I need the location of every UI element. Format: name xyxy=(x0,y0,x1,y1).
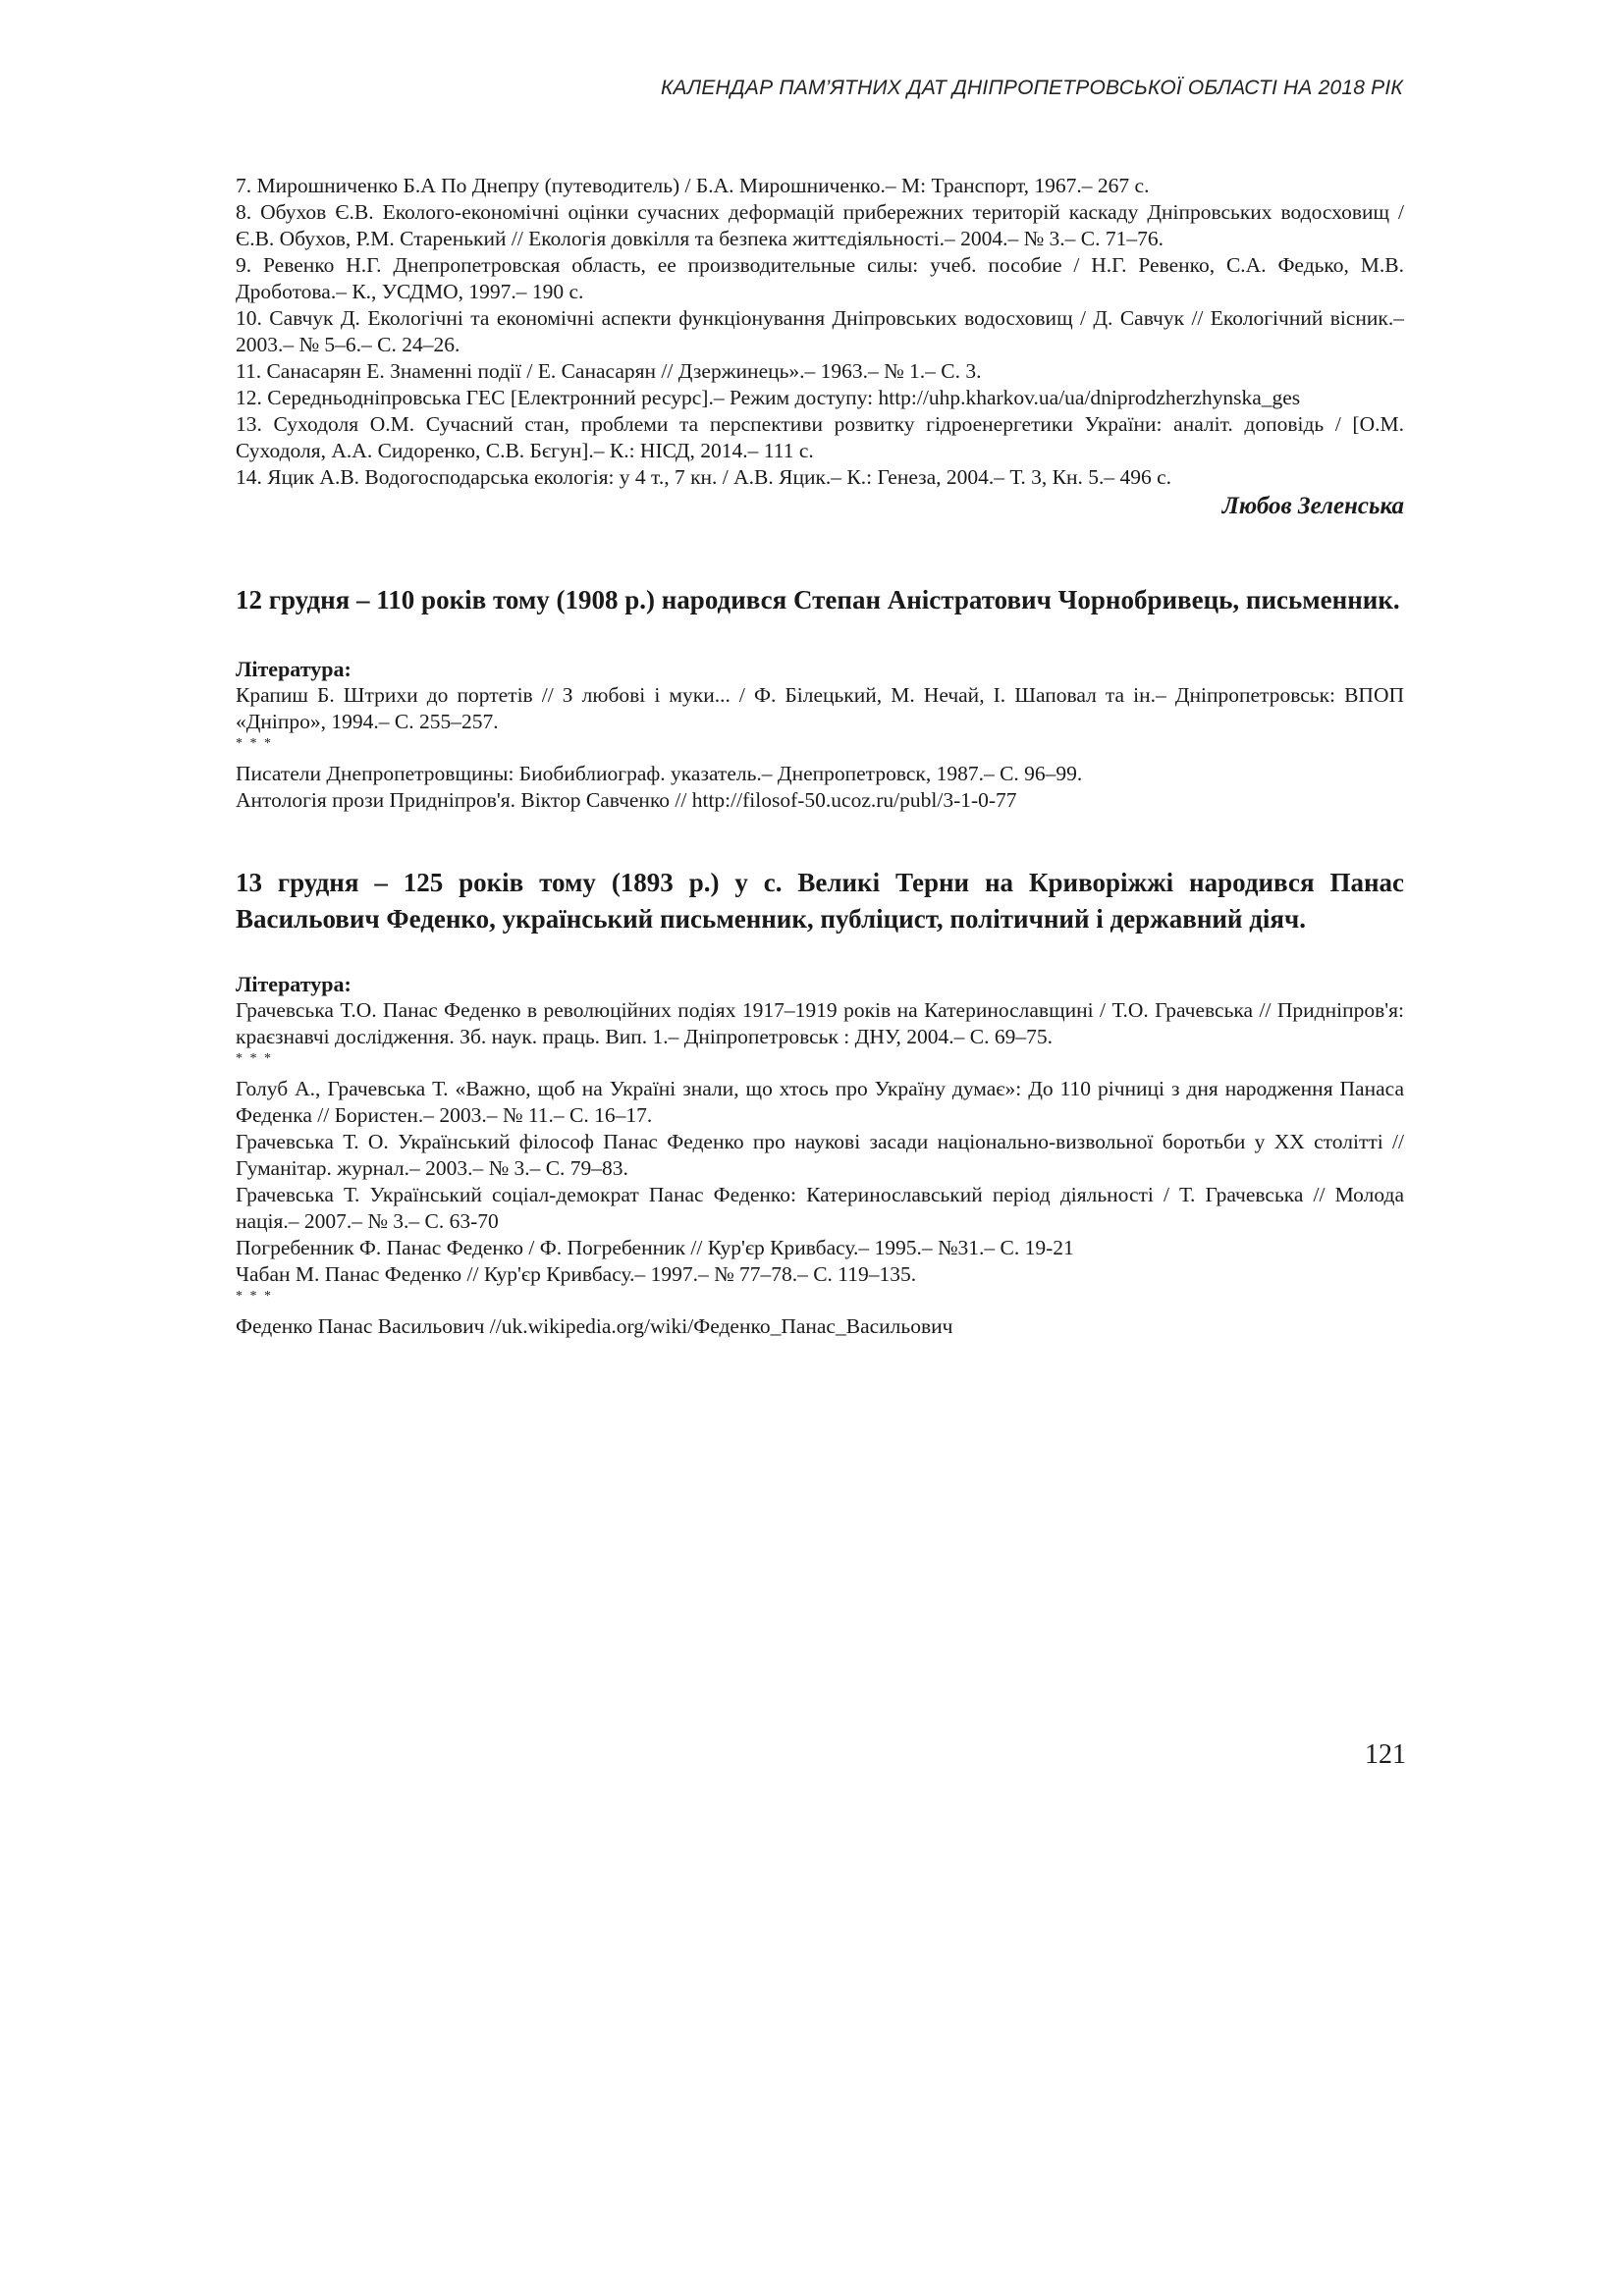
reference-item: 12. Середньодніпровська ГЕС [Електронний ресурс].– Режим доступу: http://uhp.kharkov.ua/ua/dniprodzherzhynska_ges xyxy=(236,386,1301,409)
page-content xyxy=(236,173,1404,1340)
reference-item: 7. Мирошниченко Б.А По Днепру (путеводитель) / Б.А. Мирошниченко.– М: Транспорт, 1967.– 267 с. xyxy=(236,174,1150,197)
reference-item: Грачевська Т. О. Український філософ Панас Феденко про наукові засади національно-визвольної боротьби у ХХ столітті // Гуманітар. журнал.– 2003.– № 3.– С. 79–83. xyxy=(236,1130,1404,1180)
reference-item: 8. Обухов Є.В. Еколого-економічні оцінки сучасних деформацій прибережних територій каскаду Дніпровських водосховищ / Є.В. Обухов, Р.М. Старенький // Екологія довкілля та безпека життєдіяльності.– 2004.– № 3.– С. 71–76. xyxy=(236,200,1404,250)
running-header: КАЛЕНДАР ПАМ’ЯТНИХ ДАТ ДНІПРОПЕТРОВСЬКОЇ ОБЛАСТІ НА 2018 РІК xyxy=(660,77,1403,99)
reference-item: 9. Ревенко Н.Г. Днепропетровская область, ее производительные силы: учеб. пособие / Н.Г. Ревенко, С.А. Федько, М.В. Дроботова.– К., УСДМО, 1997.– 190 с. xyxy=(236,253,1404,303)
reference-item: 11. Санасарян Е. Знаменні події / Е. Санасарян // Дзержинець».– 1963.– № 1.– С. 3. xyxy=(236,359,982,383)
reference-item: Голуб А., Грачевська Т. «Важно, щоб на Україні знали, що хтось про Україну думає»: До 110 річниці з дня народження Панаса Феденка // Бористен.– 2003.– № 11.– С. 16–17. xyxy=(236,1077,1404,1127)
reference-item: 10. Савчук Д. Екологічні та економічні аспекти функціонування Дніпровських водосховищ / Д. Савчук // Екологічний вісник.– 2003.– № 5–6.– С. 24–26. xyxy=(236,306,1404,356)
reference-item: 13. Суходоля О.М. Сучасний стан, проблеми та перспективи розвитку гідроенергетики України: аналіт. доповідь / [О.М. Суходоля, А.А. Сидоренко, С.В. Бєгун].– К.: НІСД, 2014.– 111 с. xyxy=(236,412,1404,462)
reference-item: Грачевська Т. Український соціал-демократ Панас Феденко: Катеринославський період діяльності / Т. Грачевська // Молода нація.– 2007.– № 3.– С. 63-70 xyxy=(236,1183,1404,1233)
separator-stars: * * * xyxy=(236,736,273,751)
reference-item: Писатели Днепропетровщины: Биобиблиограф. указатель.– Днепропетровск, 1987.– С. 96–99. xyxy=(236,762,1083,785)
reference-item: Чабан М. Панас Феденко // Кур'єр Кривбасу.– 1997.– № 77–78.– С. 119–135. xyxy=(236,1262,917,1286)
event-title: 13 грудня – 125 років тому (1893 р.) у с. Великі Терни на Криворіжжі народився Панас Васильович Феденко, український письменник, публіцист, політичний і державний діяч. xyxy=(236,868,1404,934)
author-signature: Любов Зеленська xyxy=(1221,493,1404,519)
reference-item: 14. Яцик А.В. Водогосподарська екологія: у 4 т., 7 кн. / А.В. Яцик.– К.: Генеза, 2004.– Т. 3, Кн. 5.– 496 с. xyxy=(236,465,1172,489)
separator-stars: * * * xyxy=(236,1289,273,1304)
event-title: 12 грудня – 110 років тому (1908 р.) народився Степан Аністратович Чорнобривець, письменник. xyxy=(236,585,1400,614)
page-number: 121 xyxy=(1365,1739,1406,1770)
separator-stars: * * * xyxy=(236,1051,273,1066)
reference-item: Антологія прози Придніпров'я. Віктор Савченко // http://filosof-50.ucoz.ru/publ/3-1-0-77 xyxy=(236,788,1017,812)
reference-list-top xyxy=(236,173,1404,491)
reference-item: Феденко Панас Васильович //uk.wikipedia.org/wiki/Феденко_Панас_Васильович xyxy=(236,1314,953,1338)
literature-heading: Література: xyxy=(236,657,352,681)
literature-heading: Література: xyxy=(236,972,352,996)
reference-item: Крапиш Б. Штрихи до портетів // З любові і муки... / Ф. Білецький, М. Нечай, І. Шаповал та ін.– Дніпропетровськ: ВПОП «Дніпро», 1994.– С. 255–257. xyxy=(236,683,1404,733)
event-section-2 xyxy=(236,865,1404,1340)
reference-item: Погребенник Ф. Панас Феденко / Ф. Погребенник // Кур'єр Кривбасу.– 1995.– №31.– С. 19-21 xyxy=(236,1236,1074,1259)
reference-item: Грачевська Т.О. Панас Феденко в революційних подіях 1917–1919 років на Катеринославщині / Т.О. Грачевська // Придніпров'я: краєзнавчі дослідження. Зб. наук. праць. Вип. 1.– Дніпропетровськ : ДНУ, 2004.– С. 69–75. xyxy=(236,998,1404,1048)
event-section-1 xyxy=(236,582,1404,814)
